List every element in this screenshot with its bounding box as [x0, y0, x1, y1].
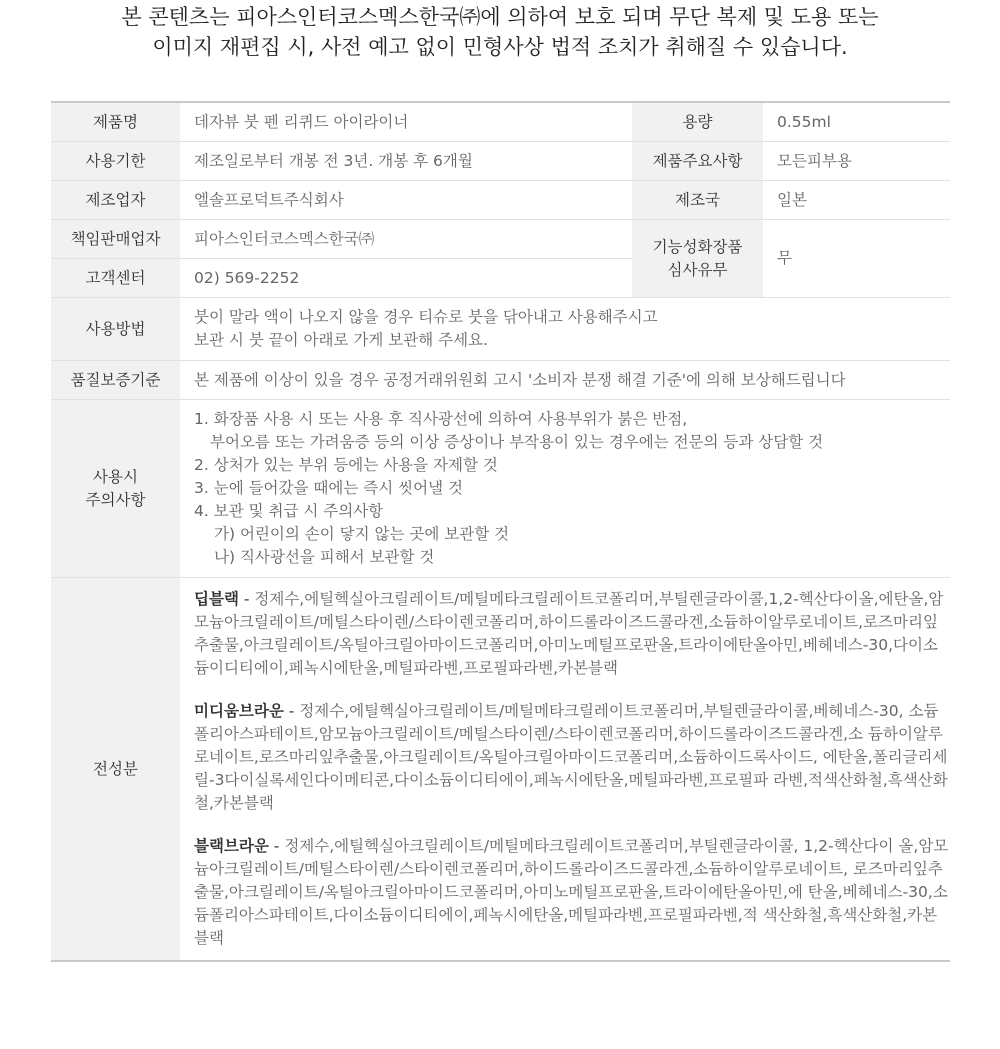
label-quality: 품질보증기준: [51, 361, 180, 400]
value-seller: 피아스인터코스멕스한국㈜: [180, 220, 632, 259]
value-period: 제조일로부터 개봉 전 3년. 개봉 후 6개월: [180, 142, 632, 181]
table-row: [51, 578, 950, 962]
notice-line-1: 본 콘텐츠는 피아스인터코스멕스한국㈜에 의하여 보호 되며 무단 복제 및 도용 또는: [121, 5, 879, 29]
value-country: 일본: [763, 181, 950, 220]
label-caution-line-2: 주의사항: [85, 490, 146, 509]
caution-line: 가) 어린이의 손이 닿지 않는 곳에 보관할 것: [214, 525, 510, 543]
caution-line: 부어오름 또는 가려움증 등의 이상 증상이나 부작용이 있는 경우에는 전문의 등과 상담할 것: [210, 433, 824, 451]
label-cs: 고객센터: [51, 259, 180, 298]
label-functional: [632, 220, 763, 298]
product-info-table: [51, 101, 950, 962]
value-volume: 0.55ml: [777, 112, 831, 131]
table-row: [51, 361, 950, 400]
caution-line: 나) 직사광선을 피해서 보관할 것: [214, 548, 435, 566]
value-usage: [180, 298, 950, 361]
label-country: 제조국: [632, 181, 763, 220]
label-volume: 용량: [632, 102, 763, 142]
label-usage: 사용방법: [51, 298, 180, 361]
ingredient-separator: -: [238, 590, 255, 608]
value-main-spec: 모든피부용: [763, 142, 950, 181]
table-row: [51, 220, 950, 259]
usage-line-1: 붓이 말라 액이 나오지 않을 경우 티슈로 붓을 닦아내고 사용해주시고: [194, 308, 658, 326]
label-ingredients: 전성분: [51, 578, 180, 962]
ingredient-list: 정제수,에틸헥실아크릴레이트/메틸메타크릴레이트코폴리머,부틸렌글라이콜,베헤네스-30, 소듐폴리아스파테이트,암모늄아크릴레이트/메틸스타이렌/스타이렌코폴리머,하이드롤라이즈드콜라겐,소 듐하이알루로네이트,로즈마리잎추출물,아크릴레이트/옥틸아크릴아마이드코폴리머,소듐하이드록사이드, 에탄올,폴리글리세릴-3다이실록세인다이메티콘,다이소듐이디티에이,페녹시에탄올,메틸파라벤,프로필파 라벤,적색산화철,흑색산화철,카본블랙: [194, 702, 948, 812]
table-row: [51, 142, 950, 181]
copyright-notice: [0, 0, 1000, 62]
table-row: [51, 102, 950, 142]
value-maker: 엘솔프로덕트주식회사: [180, 181, 632, 220]
ingredient-separator: -: [283, 702, 300, 720]
table-row: [51, 400, 950, 578]
ingredient-list: 정제수,에틸헥실아크릴레이트/메틸메타크릴레이트코폴리머,부틸렌글라이콜, 1,2-헥산다이 올,암모늄아크릴레이트/메틸스타이렌/스타이렌코폴리머,하이드롤라이즈드콜라겐,소듐하이알루로네이트, 로즈마리잎추출물,아크릴레이트/옥틸아크릴아마이드코폴리머,아미노메틸프로판올,트라이에탄올아민,에 탄올,베헤네스-30,소듐폴리아스파테이트,다이소듐이디티에이,페녹시에탄올,메틸파라벤,프로필파라벤,적 색산화철,흑색산화철,카본블랙: [194, 837, 949, 947]
label-product-name: 제품명: [51, 102, 180, 142]
ingredient-shade-name: 미디움브라운: [194, 702, 284, 720]
label-seller: 책임판매업자: [51, 220, 180, 259]
label-functional-line-2: 심사유무: [667, 260, 728, 279]
ingredient-list: 정제수,에틸헥실아크릴레이트/메틸메타크릴레이트코폴리머,부틸렌글라이콜,1,2-헥산다이올,에탄올,암모늄아크릴레이트/메틸스타이렌/스타이렌코폴리머,하이드롤라이즈드콜라겐,소듐하이알루로네이트,로즈마리잎추출물,아크릴레이트/옥틸아크릴아마이드코폴리머,아미노메틸프로판올,트라이에탄올아민,베헤네스-30,다이소듐이디티에이,페녹시에탄올,메틸파라벤,프로필파라벤,카본블랙: [194, 590, 944, 677]
ingredient-shade-name: 블랙브라운: [194, 837, 269, 855]
table-row: [51, 181, 950, 220]
table-row: [51, 298, 950, 361]
value-cs: 02) 569-2252: [180, 259, 632, 298]
value-functional: 무: [763, 220, 950, 298]
value-product-name: 데자뷰 붓 펜 리퀴드 아이라이너: [194, 112, 409, 131]
label-maker: 제조업자: [51, 181, 180, 220]
value-caution: [180, 400, 950, 578]
label-caution: [51, 400, 180, 578]
notice-line-2: 이미지 재편집 시, 사전 예고 없이 민형사상 법적 조치가 취해질 수 있습니다.: [152, 35, 848, 59]
caution-line: 4. 보관 및 취급 시 주의사항: [194, 502, 384, 520]
ingredient-shade-name: 딥블랙: [194, 590, 239, 608]
caution-line: 2. 상처가 있는 부위 등에는 사용을 자제할 것: [194, 456, 498, 474]
caution-line: 3. 눈에 들어갔을 때에는 즉시 씻어낼 것: [194, 479, 463, 497]
ingredient-block: [194, 690, 950, 825]
label-main-spec: 제품주요사항: [632, 142, 763, 181]
label-period: 사용기한: [51, 142, 180, 181]
value-ingredients: [180, 578, 950, 962]
value-quality: 본 제품에 이상이 있을 경우 공정거래위원회 고시 '소비자 분쟁 해결 기준'에 의해 보상해드립니다: [180, 361, 950, 400]
ingredient-block: [194, 825, 950, 960]
label-functional-line-1: 기능성화장품: [652, 237, 743, 256]
label-caution-line-1: 사용시: [93, 467, 138, 486]
ingredient-block: [194, 578, 950, 690]
caution-line: 1. 화장품 사용 시 또는 사용 후 직사광선에 의하여 사용부위가 붉은 반점,: [194, 410, 688, 428]
usage-line-2: 보관 시 붓 끝이 아래로 가게 보관해 주세요.: [194, 331, 488, 349]
ingredient-separator: -: [268, 837, 285, 855]
